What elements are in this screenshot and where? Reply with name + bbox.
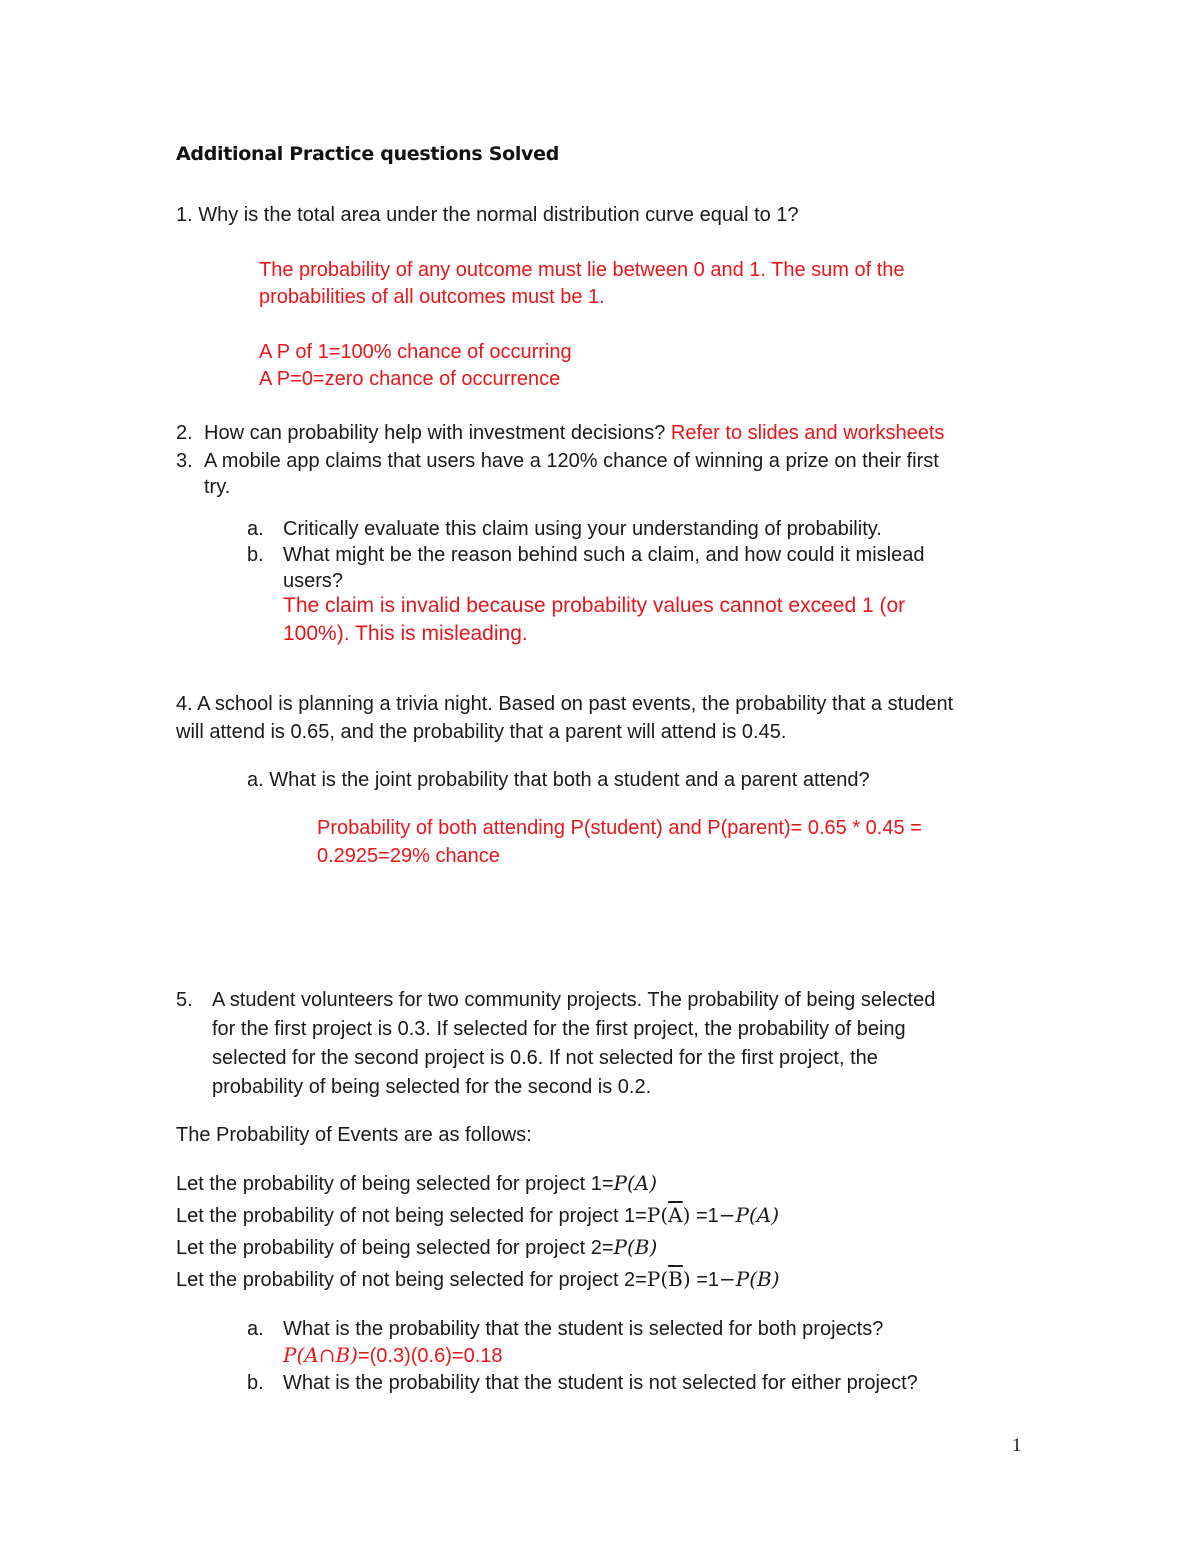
def3-math: P(B) xyxy=(613,1235,658,1259)
question-2-answer: Refer to slides and worksheets xyxy=(670,422,945,444)
def4-rest: =1 xyxy=(690,1269,719,1291)
question-5-line-3: selected for the second project is 0.6. If not selected for the first project, the xyxy=(212,1047,878,1069)
def2-close: ) xyxy=(682,1203,691,1227)
def4-bar: $\overline{B}$ xyxy=(668,1267,683,1291)
event-definition-4 xyxy=(176,1267,780,1292)
def2-rest: =1 xyxy=(690,1205,719,1227)
question-2 xyxy=(204,421,944,445)
def4-text: Let the probability of not being selected for project 2= xyxy=(176,1269,647,1291)
q4a-text: a. What is the joint probability that both a student and a parent attend? xyxy=(247,769,870,791)
q5b-marker: b. xyxy=(247,1372,264,1394)
question-2-text: How can probability help with investment decisions? xyxy=(204,422,666,444)
def4-close: ) xyxy=(682,1267,691,1291)
question-3-line-1: A mobile app claims that users have a 120% chance of winning a prize on their first xyxy=(204,450,939,472)
q3b-text-line-2: users? xyxy=(283,570,344,592)
q3b-marker: b. xyxy=(247,544,264,566)
q3b-text-line-1: What might be the reason behind such a claim, and how could it mislead xyxy=(283,544,925,566)
q1-answer-line-4: A P=0=zero chance of occurrence xyxy=(259,368,561,390)
question-5-line-4: probability of being selected for the second is 0.2. xyxy=(212,1076,652,1098)
def2-p: P( xyxy=(646,1203,669,1227)
question-2-number: 2. xyxy=(176,422,193,444)
question-4-line-1: 4. A school is planning a trivia night. Based on past events, the probability that a student xyxy=(176,693,954,715)
def4-math: −P(B) xyxy=(719,1267,780,1291)
question-5-line-1: A student volunteers for two community projects. The probability of being selected xyxy=(212,989,936,1011)
q4-answer-line-1: Probability of both attending P(student) and P(parent)= 0.65 * 0.45 = xyxy=(317,817,922,839)
q3a-marker: a. xyxy=(247,518,264,540)
page-number: 1 xyxy=(1012,1435,1022,1456)
question-5-line-2: for the first project is 0.3. If selected for the first project, the probability of being xyxy=(212,1018,906,1040)
q3-answer-line-1: The claim is invalid because probability values cannot exceed 1 (or xyxy=(283,594,906,617)
question-1: 1. Why is the total area under the normal distribution curve equal to 1? xyxy=(176,204,799,226)
q5a-answer-value: =(0.3)(0.6)=0.18 xyxy=(357,1345,503,1367)
event-definition-1 xyxy=(176,1171,657,1196)
question-4-line-2: will attend is 0.65, and the probability that a parent will attend is 0.45. xyxy=(176,721,787,743)
event-definition-2 xyxy=(176,1203,779,1228)
q1-answer-line-3: A P of 1=100% chance of occurring xyxy=(259,341,572,363)
def3-text: Let the probability of being selected for project 2= xyxy=(176,1237,614,1259)
event-definition-3 xyxy=(176,1235,657,1260)
question-3-number: 3. xyxy=(176,450,193,472)
def2-math: −P(A) xyxy=(718,1203,780,1227)
q5b-text: What is the probability that the student is not selected for either project? xyxy=(283,1372,918,1394)
def4-p: P( xyxy=(646,1267,669,1291)
q5a-answer xyxy=(283,1343,503,1368)
def2-bar: $\overline{A}$ xyxy=(668,1203,683,1227)
q5a-text: What is the probability that the student is selected for both projects? xyxy=(283,1318,884,1340)
question-3-line-2: try. xyxy=(204,476,231,498)
page-title: Additional Practice questions Solved xyxy=(176,143,560,165)
q1-answer-line-2: probabilities of all outcomes must be 1. xyxy=(259,286,605,308)
q5a-answer-math: P(A∩B) xyxy=(283,1343,358,1367)
q5a-marker: a. xyxy=(247,1318,264,1340)
question-5-number: 5. xyxy=(176,989,193,1011)
q1-answer-line-1: The probability of any outcome must lie between 0 and 1. The sum of the xyxy=(259,259,905,281)
q3-answer-line-2: 100%). This is misleading. xyxy=(283,622,528,645)
q4-answer-line-2: 0.2925=29% chance xyxy=(317,845,500,867)
def1-math: P(A) xyxy=(613,1171,658,1195)
q3a-text: Critically evaluate this claim using your understanding of probability. xyxy=(283,518,882,540)
events-heading: The Probability of Events are as follows: xyxy=(176,1124,532,1146)
def2-text: Let the probability of not being selected for project 1= xyxy=(176,1205,647,1227)
def1-text: Let the probability of being selected for project 1= xyxy=(176,1173,614,1195)
